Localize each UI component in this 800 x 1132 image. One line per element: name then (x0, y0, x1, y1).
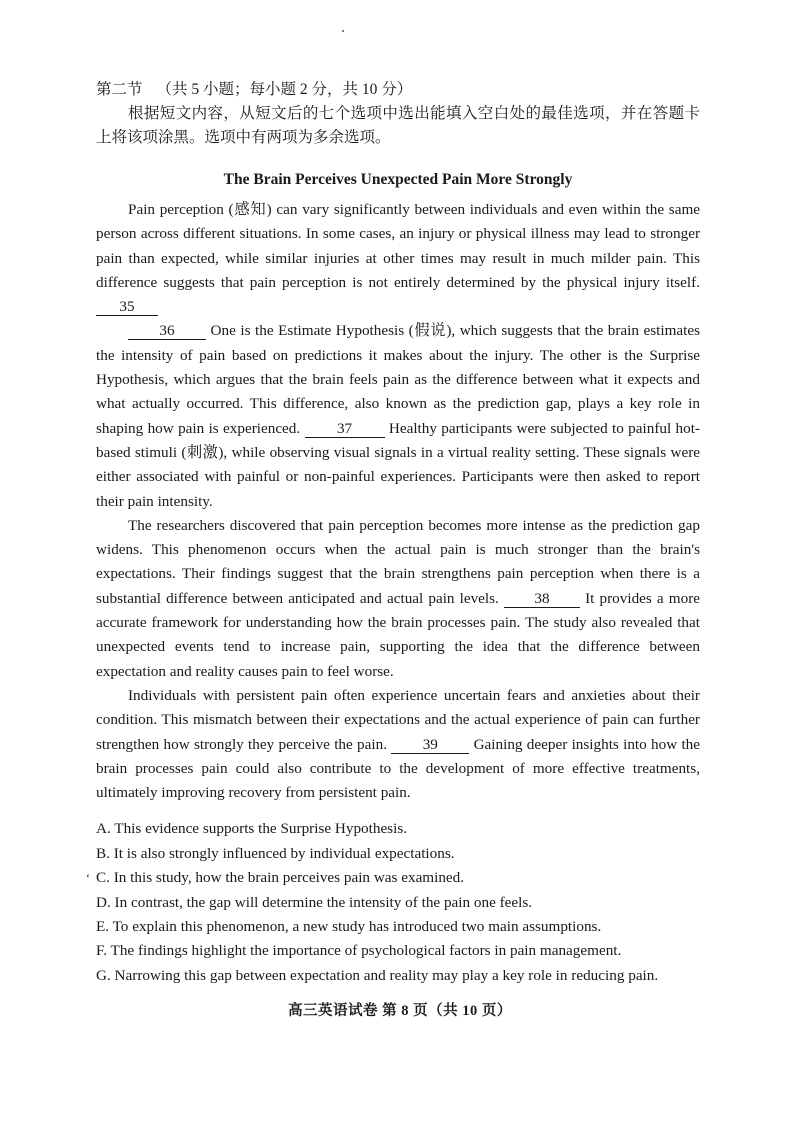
paragraph-3-text-b: It provides a more accurate framework for understanding how the brain processes pain. The study also revealed that unexpected events tend to increase pain, supporting the idea that the difference between expectation and reality causes pain to feel worse. (96, 589, 700, 680)
paragraph-2-text-b: Healthy participants were subjected to painful hot-based stimuli (刺激), while observing visual signals in a virtual reality setting. These signals were either associated with painful or non-painful experiences. Participants were then asked to report their pain intensity. (96, 419, 700, 510)
page-footer: 高三英语试卷 第 8 页（共 10 页） (288, 1003, 512, 1019)
section-instruction: 根据短文内容，从短文后的七个选项中选出能填入空白处的最佳选项，并在答题卡上将该项涂黑。选项中有两项为多余选项。 (96, 105, 700, 146)
option-d[interactable]: D. In contrast, the gap will determine the intensity of the pain one feels. (96, 893, 533, 911)
scan-mark: ‘ (86, 871, 90, 886)
blank-37[interactable]: 37 (305, 420, 385, 438)
section-header (96, 78, 700, 102)
paragraph-4 (96, 684, 700, 805)
paragraph-4-text-a: Individuals with persistent pain often experience uncertain fears and anxieties about their condition. This mismatch between their expectations and the actual experience of pain can further strengthen how strongly they perceive the pain. (96, 686, 700, 753)
section-name: 第二节 (96, 81, 143, 98)
paragraph-3 (96, 514, 700, 684)
paragraph-1-text: Pain perception (感知) can vary significantly between individuals and even within the same person across different situations. In some cases, an injury or physical illness may lead to stronger pain than expected, while similar injuries at other times may result in much milder pain. This difference suggests that pain perception is not entirely determined by the physical injury itself. (96, 201, 700, 291)
option-e[interactable]: E. To explain this phenomenon, a new study has introduced two main assumptions. (96, 918, 602, 936)
option-list (86, 817, 700, 988)
blank-39[interactable]: 39 (391, 736, 469, 754)
option-c-text: C. In this study, how the brain perceives pain was examined. (96, 869, 465, 887)
paragraph-4-text-b: Gaining deeper insights into how the brain processes pain could also contribute to the development of more effective treatments, ultimately improving recovery from persistent pain. (96, 735, 701, 802)
blank-36[interactable]: 36 (128, 322, 206, 340)
exam-page (86, 78, 701, 988)
option-a[interactable]: A. This evidence supports the Surprise Hypothesis. (96, 820, 408, 838)
paragraph-3-text-a: The researchers discovered that pain perception becomes more intense as the prediction gap widens. This phenomenon occurs when the actual pain is much stronger than the brain's expectations. Their findings suggest that the brain strengthens pain perception when there is a substantial difference between anticipated and actual pain levels. (96, 516, 700, 607)
scan-speck (342, 30, 344, 32)
paragraph-1 (96, 198, 700, 319)
option-c[interactable] (86, 866, 700, 890)
blank-35[interactable]: 35 (96, 298, 158, 316)
paragraph-2-text-a: One is the Estimate Hypothesis (假说), which suggests that the brain estimates the intensity of pain based on predictions it makes about the injury. The other is the Surprise Hypothesis, which argues that the brain feels pain as the difference between what it expects and what actually occurred. This difference, also known as the prediction gap, plays a key role in shaping how pain is experienced. (96, 322, 701, 437)
section-info: （共 5 小题；每小题 2 分，共 10 分） (156, 81, 413, 98)
option-f[interactable]: F. The findings highlight the importance of psychological factors in pain management. (96, 942, 622, 960)
option-b[interactable]: B. It is also strongly influenced by individual expectations. (96, 844, 455, 862)
option-g[interactable]: G. Narrowing this gap between expectation and reality may play a key role in reducing pain. (96, 966, 659, 984)
passage-title: The Brain Perceives Unexpected Pain More Strongly (223, 171, 573, 188)
paragraph-2 (96, 319, 700, 513)
blank-38[interactable]: 38 (504, 590, 580, 608)
